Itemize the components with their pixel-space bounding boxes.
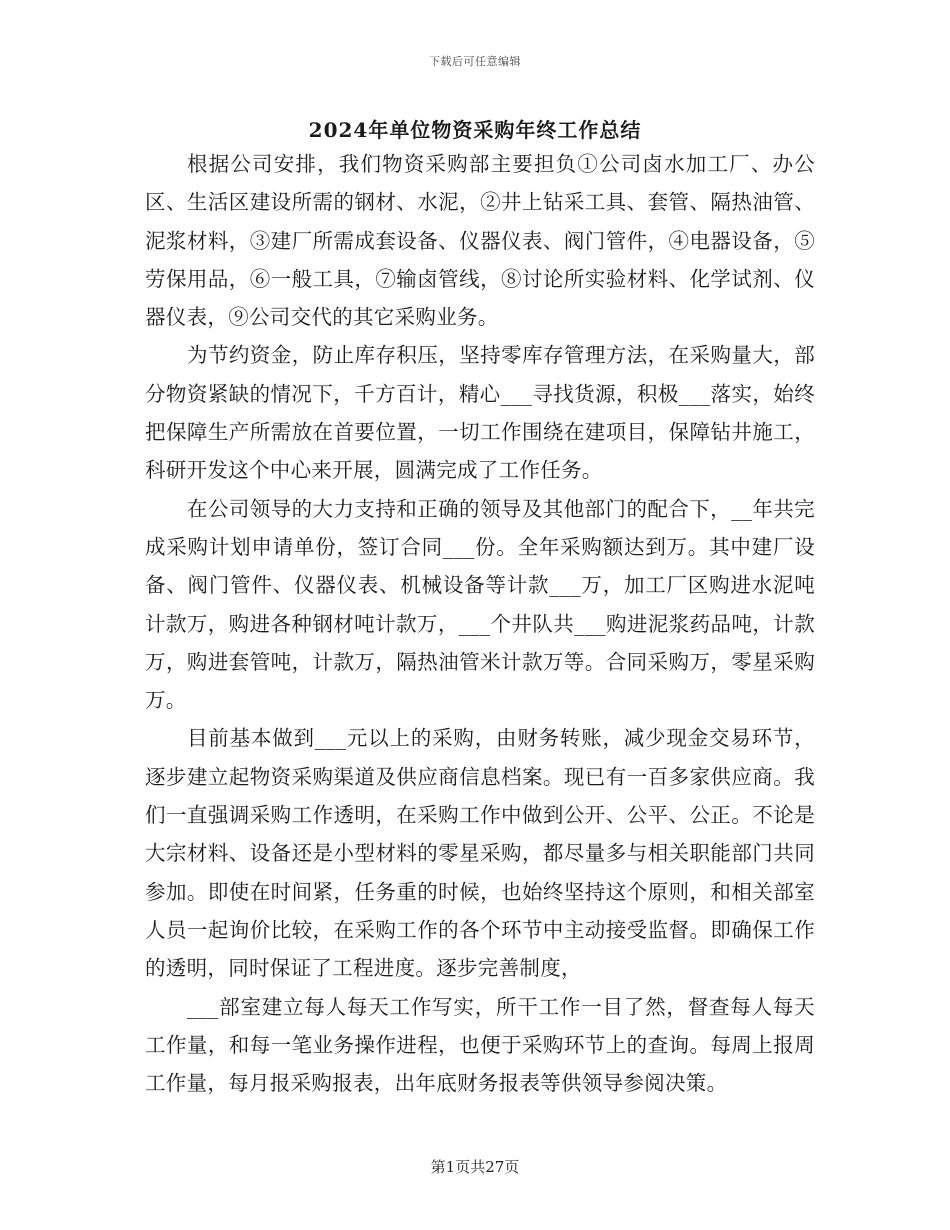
header-note: 下载后可任意编辑 <box>429 55 521 68</box>
paragraph-2: 为节约资金，防止库存积压，坚持零库存管理方法，在采购量大，部分物资紧缺的情况下，千方百计，精心___寻找货源，积极___落实，始终把保障生产所需放在首要位置，一切工作围绕在建项目，保障钻井施工，科研开发这个中心来开展，圆满完成了工作任务。 <box>145 343 815 483</box>
document-body <box>145 145 815 1102</box>
document-title: 2024年单位物资采购年终工作总结 <box>308 118 642 142</box>
page-number: 第1页共27页 <box>430 1158 520 1176</box>
paragraph-1: 根据公司安排，我们物资采购部主要担负①公司卤水加工厂、办公区、生活区建设所需的钢材、水泥，②井上钻采工具、套管、隔热油管、泥浆材料，③建厂所需成套设备、仪器仪表、阀门管件，④电器设备，⑤劳保用品，⑥一般工具，⑦输卤管线，⑧讨论所实验材料、化学试剂、仪器仪表，⑨公司交代的其它采购业务。 <box>145 152 815 330</box>
paragraph-5: ___部室建立每人每天工作写实，所干工作一目了然，督查每人每天工作量，和每一笔业务操作进程，也便于采购环节上的查询。每周上报周工作量，每月报采购报表，出年底财务报表等供领导参阅决策。 <box>145 994 815 1096</box>
paragraph-3: 在公司领导的大力支持和正确的领导及其他部门的配合下，__年共完成采购计划申请单份，签订合同___份。全年采购额达到万。其中建厂设备、阀门管件、仪器仪表、机械设备等计款___万，加工厂区购进水泥吨计款万，购进各种钢材吨计款万，___个井队共___购进泥浆药品吨，计款万，购进套管吨，计款万，隔热油管米计款万等。合同采购万，零星采购万。 <box>145 496 815 713</box>
paragraph-4: 目前基本做到___元以上的采购，由财务转账，减少现金交易环节，逐步建立起物资采购渠道及供应商信息档案。现已有一百多家供应商。我们一直强调采购工作透明，在采购工作中做到公开、公平、公正。不论是大宗材料、设备还是小型材料的零星采购，都尽量多与相关职能部门共同参加。即使在时间紧，任务重的时候，也始终坚持这个原则，和相关部室人员一起询价比较，在采购工作的各个环节中主动接受监督。即确保工作的透明，同时保证了工程进度。逐步完善制度， <box>145 726 815 981</box>
